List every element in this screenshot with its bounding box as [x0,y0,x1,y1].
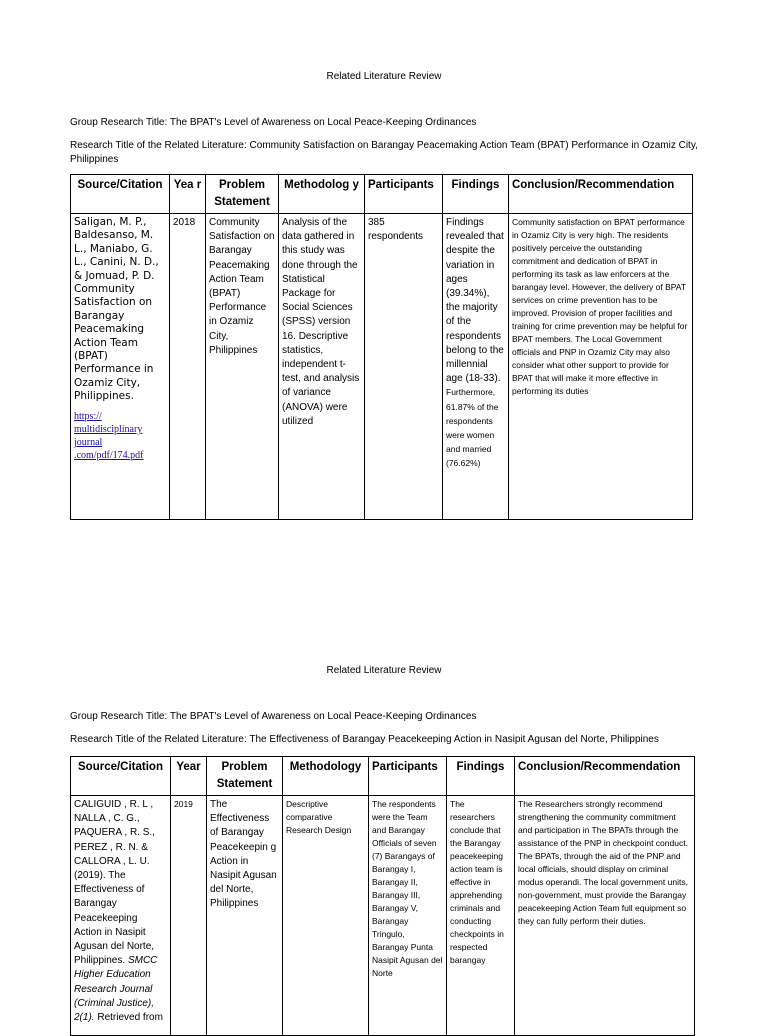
header-methodology: Methodolog y [279,175,365,214]
header-conclusion: Conclusion/Recommendation [509,175,693,214]
table-row [71,214,693,520]
cell-participants: 385 respondents [365,214,443,520]
header-problem: Problem Statement [206,175,279,214]
cell-problem: The Effectiveness of Barangay Peacekeepin g Action in Nasipit Agusan del Norte, Philippines [207,796,283,1036]
cell-citation [71,796,171,1036]
cell-findings: The researchers conclude that the Barangay peacekeeping action team is effective in apprehending criminals and conducting checkpoints in respected barangay [447,796,515,1036]
cell-year: 2018 [170,214,206,520]
header-participants: Participants [365,175,443,214]
header-year: Year [171,757,207,796]
section2-heading: Related Literature Review [326,665,442,676]
section2-related-title: Research Title of the Related Literature: The Effectiveness of Barangay Peacekeeping Action in Nasipit Agusan del Norte, Philippines [70,734,659,745]
header-conclusion: Conclusion/Recommendation [515,757,695,796]
section1-group-title: Group Research Title: The BPAT's Level of Awareness on Local Peace-Keeping Ordinances [70,117,477,128]
header-problem: Problem Statement [207,757,283,796]
cell-methodology: Descriptive comparative Research Design [283,796,369,1036]
header-findings: Findings [443,175,509,214]
header-source: Source/Citation [71,757,171,796]
findings-part-b: Furthermore, 61.87% of the respondents were women and married (76.62%) [446,387,499,469]
cell-methodology [279,214,365,520]
cell-conclusion: The Researchers strongly recommend strengthening the community commitment and participation in The BPATs through the assistance of the PNP in checkpoint conduct. The BPATs, through the aid of the PNP and local officials, should display on criminal modus operandi. The local government units, non-government, must provide the Barangay peacekeeping Action Team full equipment so they can fully perform their duties. [515,796,695,1036]
cell-problem: Community Satisfaction on Barangay Peacemaking Action Team (BPAT) Performance in Ozamiz City, Philippines [206,214,279,520]
cell-year: 2019 [171,796,207,1036]
header-source: Source/Citation [71,175,170,214]
citation-journal: SMCC Higher Education Research Journal (Criminal Justice), 2(1). [74,955,158,1024]
section2-group-title: Group Research Title: The BPAT's Level of Awareness on Local Peace-Keeping Ordinances [70,711,477,722]
cell-conclusion: Community satisfaction on BPAT performance in Ozamiz City is very high. The residents positively perceive the outstanding commitment and dedication of BPAT in performing its task as law enforcers at the barangay level. However, the delivery of BPAT services on crime prevention has to be improved. Provision of proper facilities and training for crime prevention may be helpful for BPAT members. The Local Government officials and PNP in Ozamiz City may also consider what other support to provide for BPAT that will make it more effective in performing its duties [509,214,693,520]
header-methodology: Methodology [283,757,369,796]
section1-related-title: Research Title of the Related Literature: Community Satisfaction on Barangay Peacemaking Action Team (BPAT) Performance in Ozamiz City, Philippines [70,140,698,165]
citation-text: CALIGUID , R. L , NALLA , C. G., PAQUERA , R. S., PEREZ , R. N. & CALLORA , L. U. (2019). The Effectiveness of Barangay Peacekeeping Action in Nasipit Agusan del Norte, Philippines. [74,799,155,967]
citation-link[interactable]: https:// multidisciplinary journal .com/pdf/174.pdf [74,410,144,461]
section2-table [70,756,695,1036]
table-header-row [71,757,695,796]
cell-participants: The respondents were the Team and Barangay Officials of seven (7) Barangays of Barangay I, Barangay II, Barangay III, Barangay V, Barangay Tringulo, Barangay Punta Nasipit Agusan del Norte [369,796,447,1036]
findings-part-a: Findings revealed that despite the variation in ages (39.34%), the majority of the respondents belong to the millennial age (18-33). [446,217,504,385]
citation-text: Saligan, M. P., Baldesanso, M. L., Maniabo, G. L., Canini, N. D., & Jomuad, P. D. Community Satisfaction on Barangay Peacemaking Action Team (BPAT) Performance in Ozamiz City, Philippines. [74,216,159,403]
citation-retrieved: Retrieved from [97,1012,163,1024]
section1-table [70,174,693,520]
methodology-part-a: Analysis of the data gathered in this study was done through the Statistical Package for Social Sciences (SPSS) version 16. [282,217,358,342]
cell-findings [443,214,509,520]
header-findings: Findings [447,757,515,796]
header-participants: Participants [369,757,447,796]
section1-heading: Related Literature Review [326,71,442,82]
table-row [71,796,695,1036]
methodology-part-b: Descriptive statistics, independent t-test, and analysis of variance (ANOVA) were utilized [282,330,360,427]
header-year: Yea r [170,175,206,214]
table-header-row [71,175,693,214]
cell-citation [71,214,170,520]
